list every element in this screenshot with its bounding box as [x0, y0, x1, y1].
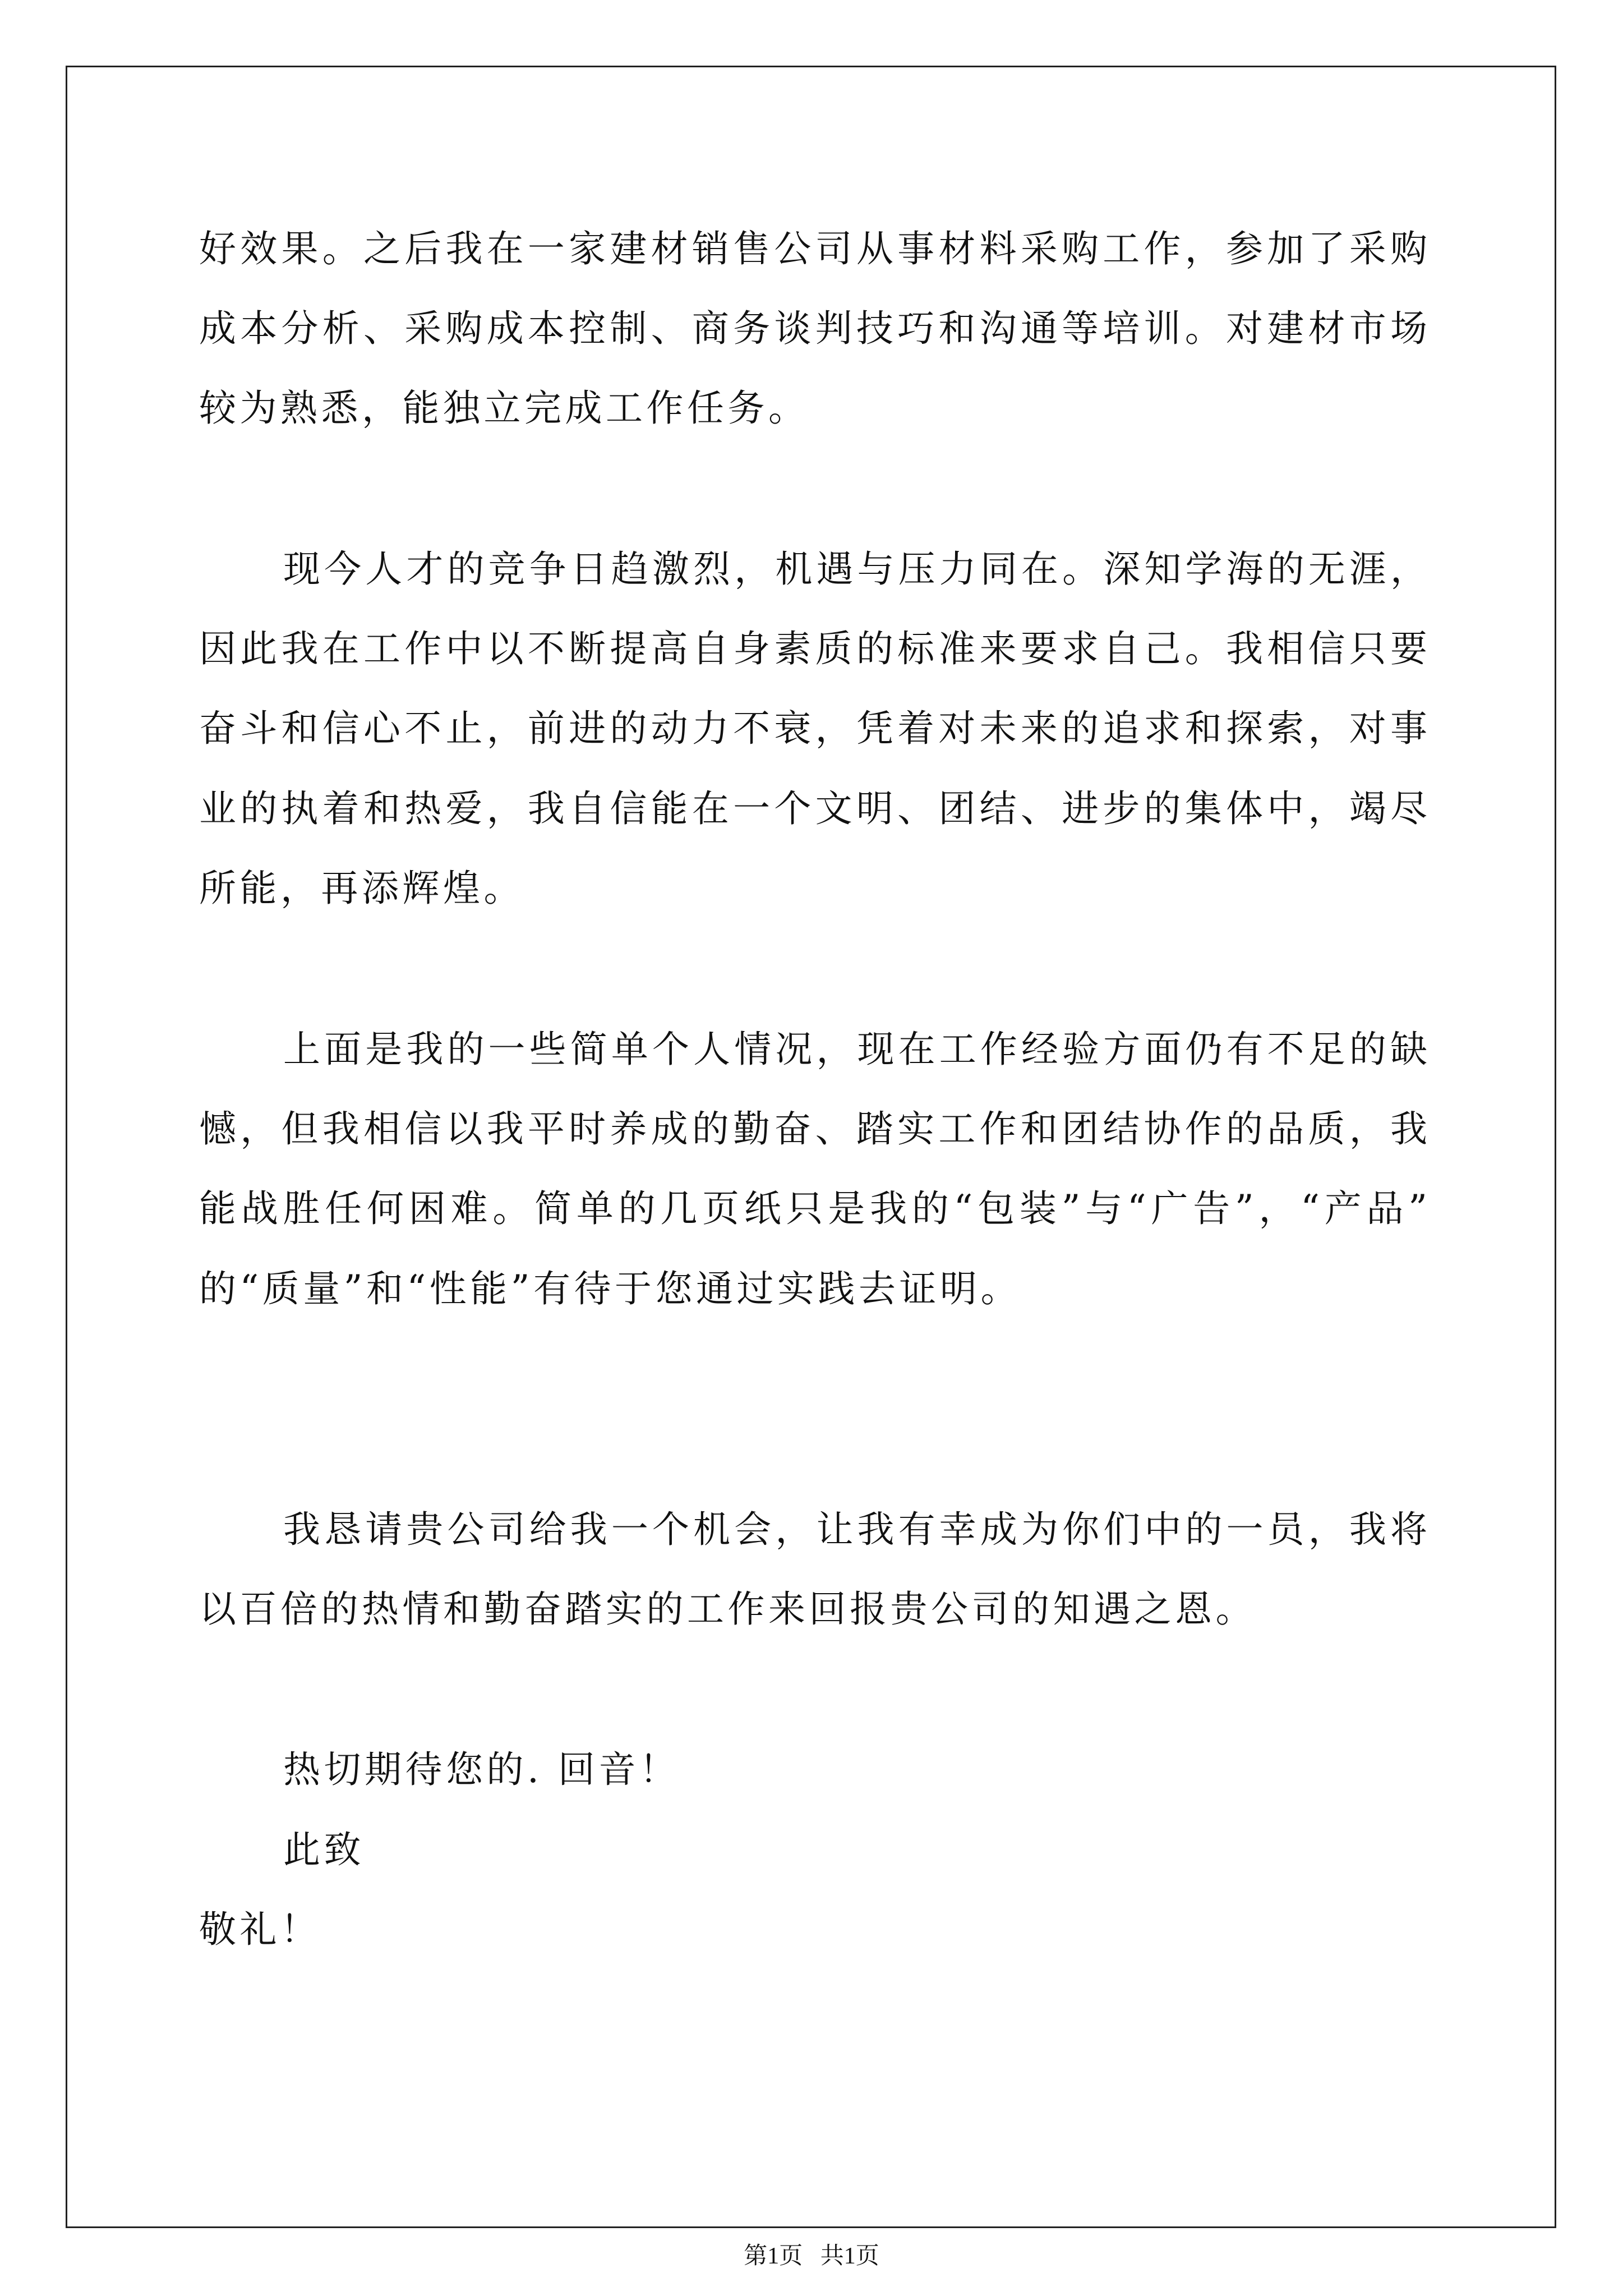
- body-line: 成本分析、采购成本控制、商务谈判技巧和沟通等培训。对建材市场: [199, 307, 1427, 350]
- body-line: 憾，但我相信以我平时养成的勤奋、踏实工作和团结协作的品质，我: [199, 1107, 1427, 1151]
- salutation-line: 敬礼！: [199, 1908, 321, 1951]
- body-line: 因此我在工作中以不断提高自身素质的标准来要求自己。我相信只要: [199, 627, 1427, 670]
- page-number-footer: 第1页 共1页: [744, 2243, 879, 2269]
- paragraph-first-line: 上面是我的一些简单个人情况，现在工作经验方面仍有不足的缺: [283, 1028, 1427, 1071]
- body-line: 较为熟悉，能独立完成工作任务。: [199, 386, 809, 430]
- salutation-line: 此致: [283, 1828, 365, 1871]
- body-line: 所能，再添辉煌。: [199, 867, 524, 910]
- body-line: 以百倍的热情和勤奋踏实的工作来回报贵公司的知遇之恩。: [199, 1588, 1256, 1631]
- body-line: 好效果。之后我在一家建材销售公司从事材料采购工作，参加了采购: [199, 227, 1427, 270]
- body-line: 能战胜任何困难。简单的几页纸只是我的“包装”与“广告”，“产品”: [199, 1187, 1427, 1230]
- body-line: 的“质量”和“性能”有待于您通过实践去证明。: [199, 1267, 1021, 1310]
- body-line: 奋斗和信心不止，前进的动力不衰，凭着对未来的追求和探索，对事: [199, 707, 1427, 750]
- paragraph-first-line: 我恳请贵公司给我一个机会，让我有幸成为你们中的一员，我将: [283, 1508, 1427, 1551]
- body-line: 业的执着和热爱，我自信能在一个文明、团结、进步的集体中，竭尽: [199, 787, 1427, 830]
- closing-line: 热切期待您的. 回音！: [283, 1748, 680, 1791]
- paragraph-first-line: 现今人才的竞争日趋激烈，机遇与压力同在。深知学海的无涯，: [283, 547, 1427, 591]
